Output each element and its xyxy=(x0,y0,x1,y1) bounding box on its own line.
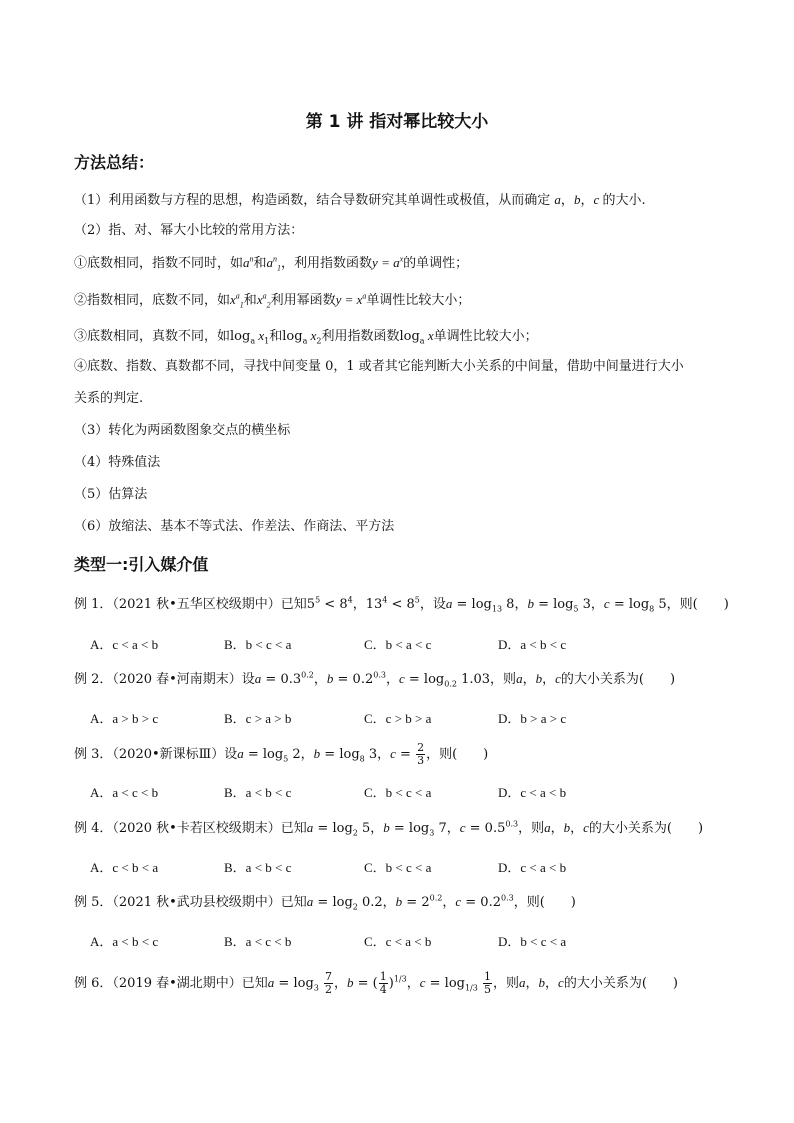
summary-line-9: （4）特殊值法 xyxy=(74,455,161,470)
summary-line-5: ③底数相同，真数不同，如$\log_a x_1$和$\log_a x_2$利用指数函数$\log_a x$单调性比较大小； xyxy=(74,328,538,346)
example-1-option-d[interactable]: D．a < b < c xyxy=(498,637,567,652)
example-1-option-a[interactable]: A．c < a < b xyxy=(90,637,159,652)
example-5-option-c[interactable]: C．c < a < b xyxy=(364,934,432,949)
page-title: 第 1 讲 指对幂比较大小 xyxy=(305,112,489,132)
example-3: 例 3．（2020•新课标Ⅲ）设$a = \log_5 2$，$b = \log_8 3$，c = $\frac{2}{3}$ ，则( ) xyxy=(74,741,489,767)
example-2-option-d[interactable]: D．b > a > c xyxy=(498,711,567,726)
example-5-option-b[interactable]: B．a < c < b xyxy=(224,934,292,949)
summary-line-4: ②指数相同，底数不同，如$x^a_1$和$x^a_2$利用幂函数$y = x^a$单调性比较大小； xyxy=(74,291,471,310)
example-4-option-a[interactable]: A．c < b < a xyxy=(90,860,159,875)
example-3-option-d[interactable]: D．c < a < b xyxy=(498,785,567,800)
summary-line-7: 关系的判定. xyxy=(74,391,144,406)
example-1: 例 1．（2021 秋•五华区校级期中）已知$5^5 < 8^4$，$13^4 < 8^5$，设$a = \log_{13} 8$，$b = \log_5 3$，$c = \log_8 5$，则( ) xyxy=(74,595,729,614)
example-2-option-c[interactable]: C．c > b > a xyxy=(364,711,432,726)
example-5-option-a[interactable]: A．a < b < c xyxy=(90,934,159,949)
example-1-option-b[interactable]: B．b < c < a xyxy=(224,637,292,652)
summary-line-10: （5）估算法 xyxy=(74,487,148,502)
summary-line-8: （3）转化为两函数图象交点的横坐标 xyxy=(74,423,291,438)
example-5-option-d[interactable]: D．b < c < a xyxy=(498,934,567,949)
example-3-option-b[interactable]: B．a < b < c xyxy=(224,785,292,800)
fraction: $\frac{2}{3}$ xyxy=(417,741,425,767)
example-4-option-c[interactable]: C．b < c < a xyxy=(364,860,432,875)
example-4-option-b[interactable]: B．a < b < c xyxy=(224,860,292,875)
example-3-option-c[interactable]: C．b < c < a xyxy=(364,785,432,800)
example-1-option-c[interactable]: C．b < a < c xyxy=(364,637,432,652)
fraction: $\frac{1}{4}$ xyxy=(379,970,387,996)
example-2: 例 2．（2020 春•河南期末）设$a = 0.3^{0.2}$，$b = 0.2^{0.3}$，$c = \log_{0.2} 1.03$，则a，b，c的大小关系为( ) xyxy=(74,670,676,689)
summary-line-11: （6）放缩法、基本不等式法、作差法、作商法、平方法 xyxy=(74,519,395,534)
type-heading: 类型一:引入媒介值 xyxy=(74,555,209,574)
summary-heading: 方法总结： xyxy=(74,153,155,172)
example-2-option-b[interactable]: B．c > a > b xyxy=(224,711,292,726)
summary-line-2: （2）指、对、幂大小比较的常用方法： xyxy=(74,223,304,238)
fraction: $\frac{7}{2}$ xyxy=(325,970,332,996)
summary-line-1: （1）利用函数与方程的思想，构造函数，结合导数研究其单调性或极值，从而确定 a，b，c 的大小. xyxy=(74,192,646,208)
example-4: 例 4．（2020 秋•卡若区校级期末）已知$a = \log_2 5$，$b = \log_3 7$，$c = 0.5^{0.3}$，则a，b，c的大小关系为( ) xyxy=(74,819,704,838)
summary-line-3: ①底数相同，指数不同时，如$a^n$和$a^n_1$，利用指数函数$y = a^x$的单调性； xyxy=(74,254,469,273)
fraction: $\frac{1}{5}$ xyxy=(483,970,491,996)
example-6: 例 6．（2019 春•湖北期中）已知$a = \log_3$ $\frac{7}{2}$ ，b = ( $\frac{1}{4}$ )$^{1/3}$，$c = \log_{1/3}$ $\frac{1}{5}$ ，则a，b，c的大小关系为( ) xyxy=(74,970,678,996)
summary-line-6: ④底数、指数、真数都不同，寻找中间变量 0，1 或者其它能判断大小关系的中间量，借助中间量进行大小 xyxy=(74,359,684,374)
example-2-option-a[interactable]: A．a > b > c xyxy=(90,711,159,726)
example-5: 例 5．（2021 秋•武功县校级期中）已知$a = \log_2 0.2$，$b = 2^{0.2}$，$c = 0.2^{0.3}$，则( ) xyxy=(74,893,576,912)
example-3-option-a[interactable]: A．a < c < b xyxy=(90,785,159,800)
example-4-option-d[interactable]: D．c < a < b xyxy=(498,860,567,875)
